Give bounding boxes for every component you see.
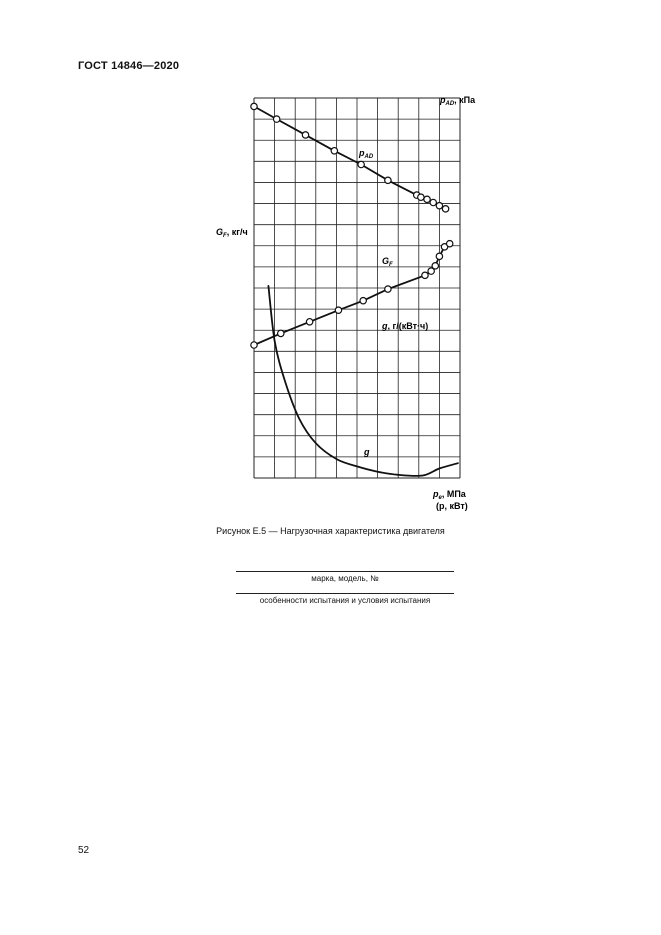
figure-caption: Рисунок Е.5 — Нагрузочная характеристика двигателя bbox=[216, 526, 445, 536]
axis-label-g: g, г/(кВт·ч) bbox=[382, 321, 429, 331]
page-number: 52 bbox=[78, 845, 90, 856]
form-fill-line-1 bbox=[236, 571, 454, 572]
axis-label-gf-left: $G_F$, кг/ч bbox=[216, 227, 248, 239]
data-point-pad bbox=[442, 206, 448, 212]
data-point-pad bbox=[331, 148, 337, 154]
axis-label-pe-bottom: $p_e$, МПа bbox=[433, 489, 466, 501]
data-point-gf bbox=[360, 297, 366, 303]
curve-label-g: g bbox=[364, 447, 370, 457]
form-fill-line-2 bbox=[236, 593, 454, 594]
data-point-gf bbox=[385, 286, 391, 292]
axis-label-p-kw-bottom: (p, кВт) bbox=[436, 501, 468, 511]
data-point-gf bbox=[447, 240, 453, 246]
curve-label-gf: $G_F$ bbox=[382, 256, 393, 268]
data-point-pad bbox=[302, 132, 308, 138]
data-point-gf bbox=[335, 307, 341, 313]
data-point-pad bbox=[251, 103, 257, 109]
form-field-label-2: особенности испытания и условия испытания bbox=[259, 596, 431, 605]
data-point-pad bbox=[418, 194, 424, 200]
data-point-pad bbox=[385, 177, 391, 183]
document-header: ГОСТ 14846—2020 bbox=[78, 60, 180, 72]
data-point-pad bbox=[430, 199, 436, 205]
data-point-gf bbox=[432, 263, 438, 269]
form-field-label-1: марка, модель, № bbox=[311, 574, 379, 583]
data-point-gf bbox=[251, 342, 257, 348]
data-point-gf bbox=[278, 330, 284, 336]
data-point-pad bbox=[273, 116, 279, 122]
data-point-pad bbox=[358, 161, 364, 167]
data-point-gf bbox=[422, 272, 428, 278]
curve-label-pad: $p_{AD}$ bbox=[359, 148, 374, 160]
axis-label-pad-top: $p_{AD}$, кПа bbox=[440, 95, 476, 107]
data-point-pad bbox=[436, 202, 442, 208]
chart-curves bbox=[254, 106, 458, 476]
chart-grid bbox=[254, 98, 460, 478]
data-point-pad bbox=[424, 196, 430, 202]
data-point-gf bbox=[436, 253, 442, 259]
data-point-gf bbox=[306, 319, 312, 325]
